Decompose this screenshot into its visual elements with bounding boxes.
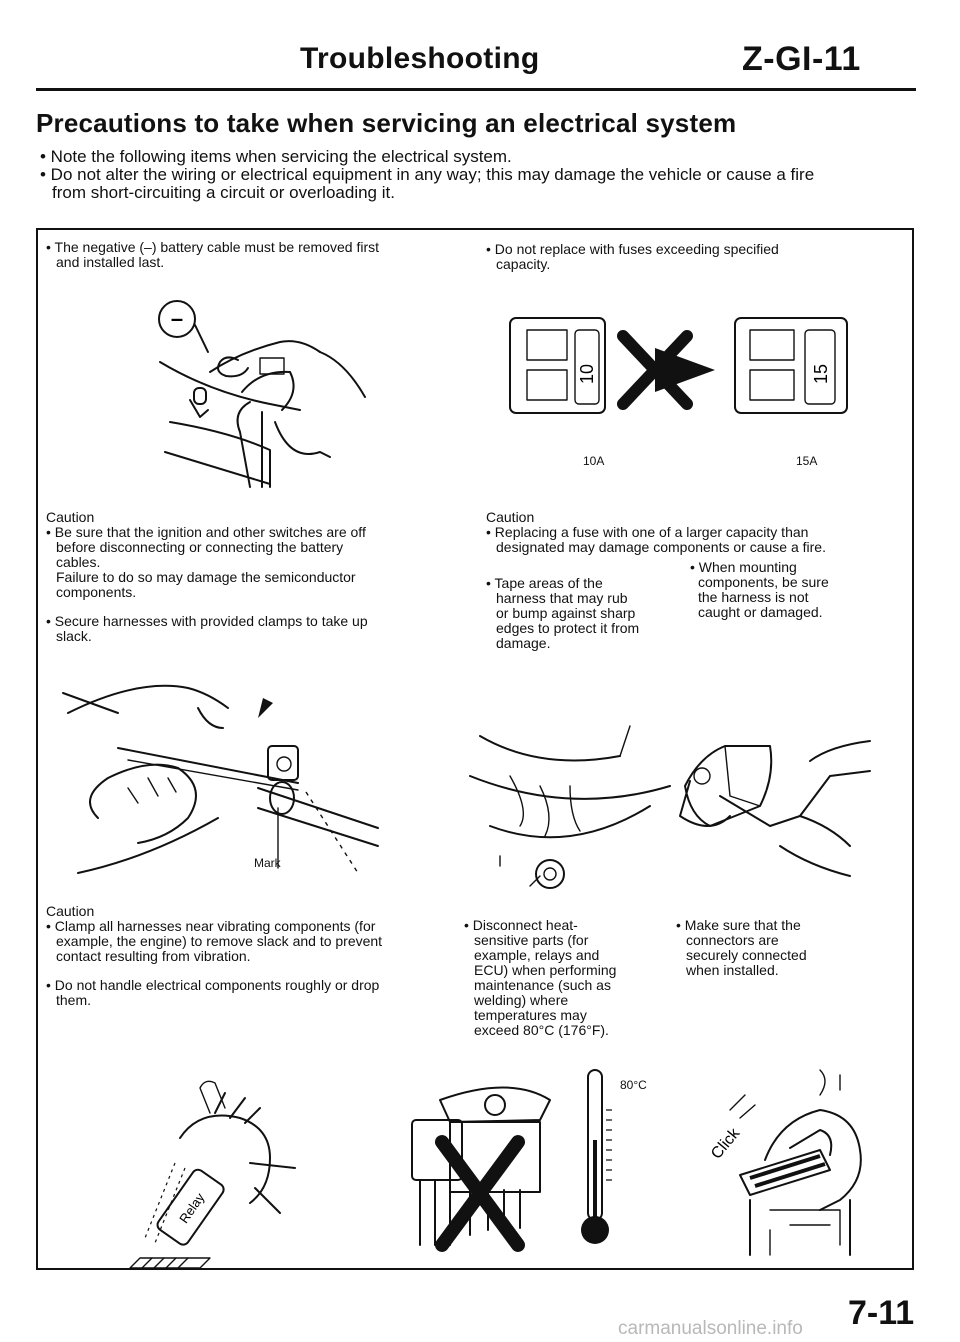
- intro-notes: [40, 148, 940, 202]
- fuse-15a-label: 15A: [796, 454, 818, 468]
- caution-line: components.: [56, 584, 137, 600]
- caution-line: example, the engine) to remove slack and to prevent: [56, 933, 383, 949]
- connector-line: when installed.: [686, 962, 779, 978]
- caution-line: designated may damage components or cause a fire.: [496, 539, 826, 555]
- handle-line: them.: [56, 992, 92, 1008]
- section-title: Precautions to take when servicing an electrical system: [36, 108, 737, 138]
- watermark: carmanualsonline.info: [618, 1318, 803, 1339]
- caution-line: • Clamp all harnesses near vibrating components (for: [46, 918, 376, 934]
- tape-harness-note: [486, 576, 686, 651]
- caution-line: • Replacing a fuse with one of a larger capacity than: [486, 524, 809, 540]
- handle-line: • Do not handle electrical components roughly or drop: [46, 977, 380, 993]
- mounting-note: [680, 560, 900, 620]
- svg-text:15: 15: [811, 363, 831, 385]
- tape-line: edges to protect it from: [496, 620, 640, 636]
- heat-sensitive-note: [464, 918, 664, 1038]
- caution-label: Caution: [46, 903, 95, 919]
- caution-label: Caution: [46, 509, 95, 525]
- tape-line: • Tape areas of the: [486, 575, 603, 591]
- fuse-15a-icon: [735, 318, 847, 413]
- secure-harness-line: • Secure harnesses with provided clamps to take up: [46, 613, 368, 629]
- relay-drop-illustration: [120, 1068, 360, 1268]
- connector-line: • Make sure that the: [676, 917, 801, 933]
- connector-note: [676, 918, 896, 978]
- minus-sign: –: [170, 306, 184, 331]
- heat-line: maintenance (such as: [474, 977, 611, 993]
- relay-icon: [155, 1167, 226, 1247]
- caution-line: contact resulting from vibration.: [56, 948, 251, 964]
- caution-line: • Be sure that the ignition and other switches are off: [46, 524, 366, 540]
- svg-text:10: 10: [577, 363, 597, 385]
- caution-label: Caution: [486, 509, 535, 525]
- heat-line: example, relays and: [474, 947, 600, 963]
- fuse-comparison-illustration: [505, 308, 865, 443]
- heat-line: exceed 80°C (176°F).: [474, 1022, 609, 1038]
- mounting-line: caught or damaged.: [698, 604, 823, 620]
- heat-line: sensitive parts (for: [474, 932, 589, 948]
- fuse-instruction: [486, 242, 906, 272]
- tape-line: harness that may rub: [496, 590, 628, 606]
- harness-clamp-illustration: [58, 668, 458, 888]
- heat-line: ECU) when performing: [474, 962, 617, 978]
- fuse-caution: [486, 510, 906, 555]
- tape-line: or bump against sharp: [496, 605, 636, 621]
- heat-line: welding) where: [474, 992, 569, 1008]
- connector-line: securely connected: [686, 947, 807, 963]
- battery-instruction-line: • The negative (–) battery cable must be removed first: [46, 239, 380, 255]
- mounting-line: • When mounting: [690, 559, 797, 575]
- intro-line-3: from short-circuiting a circuit or overloading it.: [52, 183, 395, 202]
- heat-sensitive-parts-illustration: [400, 1060, 640, 1255]
- caution-line: Failure to do so may damage the semiconductor: [56, 569, 356, 585]
- connector-line: connectors are: [686, 932, 779, 948]
- mounting-line: the harness is not: [698, 589, 809, 605]
- intro-line-1: • Note the following items when servicing the electrical system.: [40, 147, 512, 166]
- mounting-line: components, be sure: [698, 574, 829, 590]
- fuse-instruction-line: capacity.: [496, 256, 551, 272]
- secure-harness-line: slack.: [56, 628, 92, 644]
- header-rule: [36, 88, 916, 91]
- thermometer-label: 80°C: [620, 1078, 647, 1092]
- thermometer-icon: [581, 1070, 612, 1244]
- fuse-10a-icon: [510, 318, 605, 413]
- fuse-10a-label: 10A: [583, 454, 605, 468]
- battery-instruction: [46, 240, 466, 270]
- connector-click-illustration: [670, 1060, 870, 1260]
- caution-line: cables.: [56, 554, 101, 570]
- battery-terminal-illustration: [150, 292, 430, 492]
- battery-caution: [46, 510, 466, 644]
- click-label: Click: [708, 1125, 744, 1163]
- mark-label: Mark: [254, 856, 281, 870]
- page-number: 7-11: [848, 1294, 915, 1332]
- not-allowed-cross-icon: [623, 336, 715, 404]
- relay-label: Relay: [176, 1190, 208, 1226]
- intro-line-2: • Do not alter the wiring or electrical equipment in any way; this may damage the vehicle or cause a fire: [40, 165, 815, 184]
- tape-line: damage.: [496, 635, 551, 651]
- caution-line: before disconnecting or connecting the battery: [56, 539, 344, 555]
- header-code: Z-GI-11: [742, 40, 861, 78]
- battery-instruction-line: and installed last.: [56, 254, 165, 270]
- heat-line: • Disconnect heat-: [464, 917, 578, 933]
- fuse-instruction-line: • Do not replace with fuses exceeding specified: [486, 241, 779, 257]
- taped-harness-illustration: [470, 716, 910, 886]
- heat-line: temperatures may: [474, 1007, 587, 1023]
- header-title: Troubleshooting: [300, 42, 540, 75]
- vibration-caution: [46, 904, 476, 1008]
